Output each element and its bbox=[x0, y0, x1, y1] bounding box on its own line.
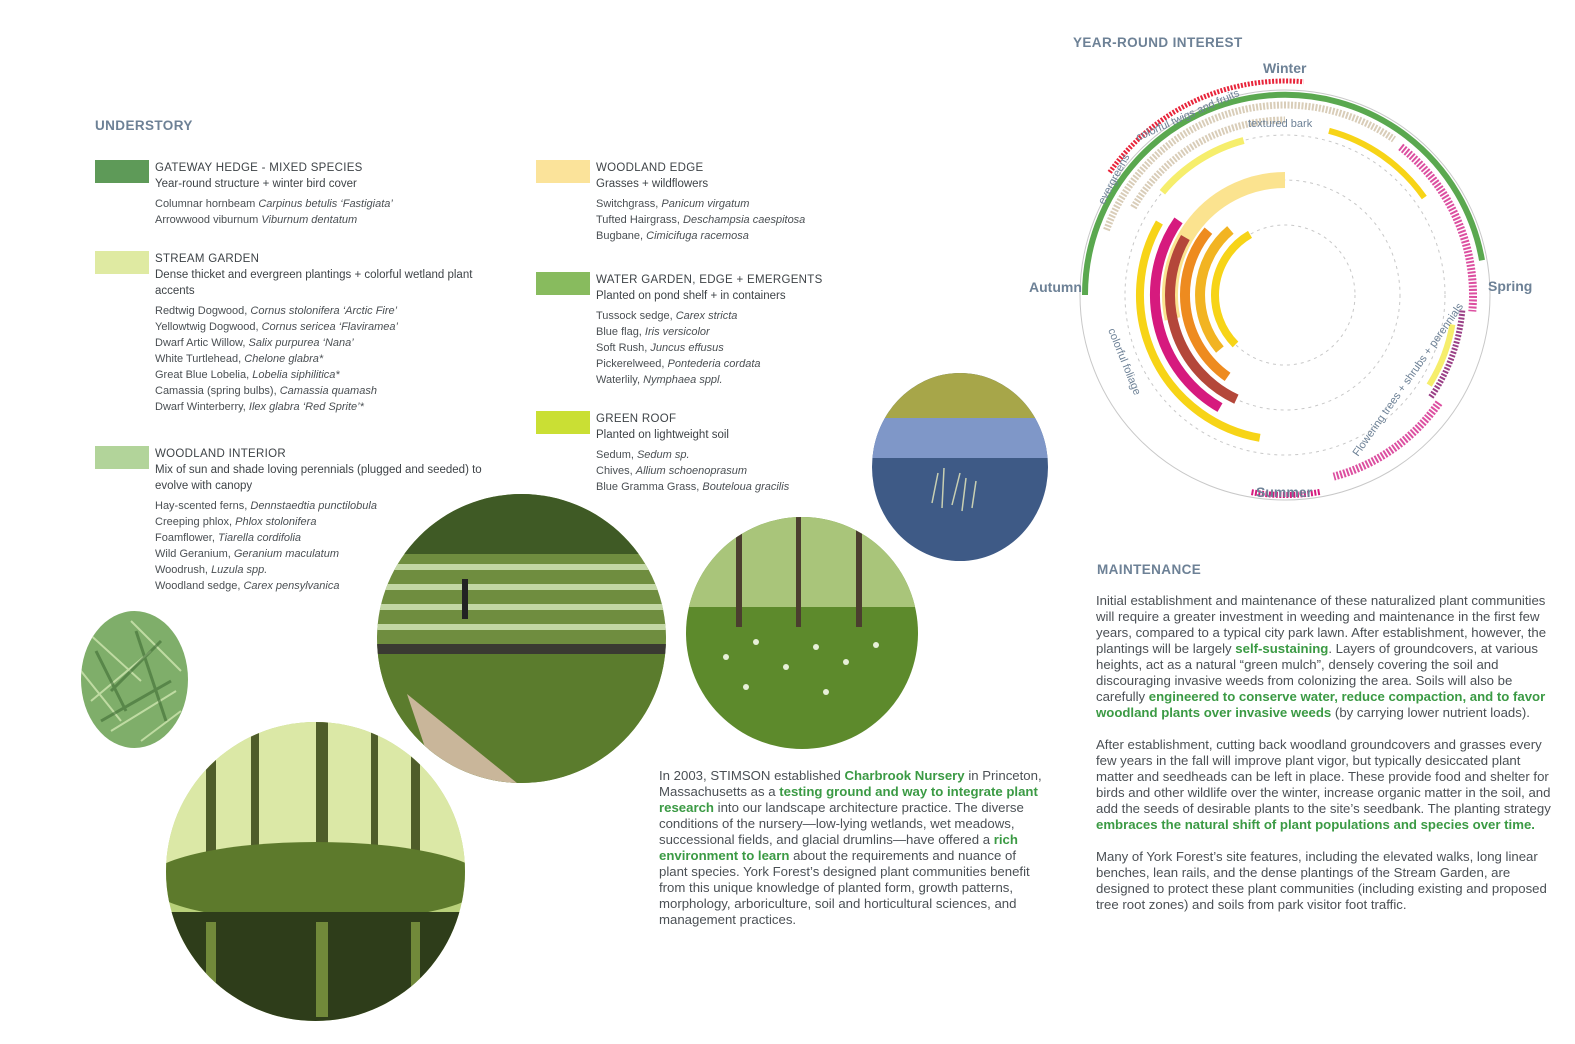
season-spring: Spring bbox=[1488, 278, 1533, 294]
intro-paragraph bbox=[659, 768, 1044, 928]
season-winter: Winter bbox=[1263, 60, 1307, 76]
highlight-text: rich environment to learn bbox=[659, 832, 1018, 863]
body-text-run: about the requirements and nuance of plant species. York Forest’s designed plant communities benefit from this unique knowledge of planted form, growth patterns, morphology, arboriculture, soil and horticultural sciences, and management practices. bbox=[659, 848, 1030, 927]
forest-pond-photo bbox=[166, 722, 465, 1021]
highlight-text: Charbrook Nursery bbox=[844, 768, 965, 783]
highlight-text: testing ground and way to integrate plant research bbox=[659, 784, 1038, 815]
species-line: Sedum, Sedum sp. bbox=[596, 449, 690, 461]
legend-swatch bbox=[536, 272, 590, 295]
legend-title: WOODLAND EDGE bbox=[596, 162, 704, 174]
legend-swatch bbox=[536, 160, 590, 183]
understory-heading: UNDERSTORY bbox=[95, 118, 193, 133]
species-line: Camassia (spring bulbs), Camassia quamash bbox=[155, 385, 377, 397]
legend-subtitle: Mix of sun and shade loving perennials (plugged and seeded) to evolve with canopy bbox=[155, 464, 482, 492]
body-text-run: In 2003, STIMSON established bbox=[659, 768, 845, 783]
year-round-interest-chart bbox=[1020, 55, 1540, 505]
species-line: Wild Geranium, Geranium maculatum bbox=[155, 548, 340, 560]
fern-photo bbox=[81, 611, 188, 748]
species-line: Great Blue Lobelia, Lobelia siphilitica* bbox=[155, 369, 340, 381]
legend-title: GATEWAY HEDGE - MIXED SPECIES bbox=[155, 162, 363, 174]
legend-subtitle: Grasses + wildflowers bbox=[596, 178, 709, 190]
species-line: Dwarf Winterberry, Ilex glabra ‘Red Sprite’* bbox=[155, 401, 364, 413]
species-line: Columnar hornbeam Carpinus betulis ‘Fastigiata’ bbox=[155, 198, 393, 210]
species-line: Arrowwood viburnum Viburnum dentatum bbox=[155, 214, 358, 226]
intro-text bbox=[659, 768, 1044, 944]
species-line: Creeping phlox, Phlox stolonifera bbox=[155, 516, 317, 528]
maintenance-paragraph-2 bbox=[1096, 737, 1556, 833]
legend-swatch bbox=[95, 160, 149, 183]
species-line: Yellowtwig Dogwood, Cornus sericea ‘Flaviramea’ bbox=[155, 321, 398, 333]
legend-swatch bbox=[536, 411, 590, 434]
legend-subtitle: Dense thicket and evergreen plantings + colorful wetland plant accents bbox=[155, 269, 473, 297]
legend-swatch bbox=[95, 251, 149, 274]
legend-subtitle: Year-round structure + winter bird cover bbox=[155, 178, 357, 190]
body-text-run: (by carrying lower nutrient loads). bbox=[1331, 705, 1530, 720]
maintenance-paragraph-3 bbox=[1096, 849, 1556, 913]
species-line: Soft Rush, Juncus effusus bbox=[596, 342, 724, 354]
species-line: Tufted Hairgrass, Deschampsia caespitosa bbox=[596, 214, 806, 226]
legend-subtitle: Planted on lightweight soil bbox=[596, 429, 729, 441]
chart-heading: YEAR-ROUND INTEREST bbox=[1073, 35, 1243, 50]
species-line: Woodrush, Luzula spp. bbox=[155, 564, 268, 576]
species-line: White Turtlehead, Chelone glabra* bbox=[155, 353, 324, 365]
legend-title: GREEN ROOF bbox=[596, 413, 677, 425]
species-line: Tussock sedge, Carex stricta bbox=[596, 310, 738, 322]
legend-subtitle: Planted on pond shelf + in containers bbox=[596, 290, 786, 302]
body-text-run: in Princeton, Massachusetts as a bbox=[659, 768, 1042, 799]
label-flowering: Flowering trees + shrubs + perennials bbox=[1350, 301, 1467, 459]
label-foliage: colorful foliage bbox=[1105, 326, 1143, 397]
label-twigs: colorful twigs and fruits bbox=[1134, 87, 1242, 144]
legend-title: STREAM GARDEN bbox=[155, 253, 260, 265]
woodland-photo bbox=[686, 517, 918, 749]
species-line: Foamflower, Tiarella cordifolia bbox=[155, 532, 302, 544]
legend-swatch bbox=[95, 446, 149, 469]
species-line: Dwarf Artic Willow, Salix purpurea ‘Nana’ bbox=[155, 337, 354, 349]
highlight-text: embraces the natural shift of plant populations and species over time. bbox=[1096, 817, 1535, 832]
body-text-run: Many of York Forest’s site features, including the elevated walks, long linear benches, lean rails, and the dense plantings of the Stream Garden, are designed to protect these plant communities (including existing and proposed tree root zones) and soils from park visitor foot traffic. bbox=[1096, 849, 1547, 912]
legend-title: WATER GARDEN, EDGE + EMERGENTS bbox=[596, 274, 823, 286]
season-autumn: Autumn bbox=[1029, 279, 1082, 295]
label-evergreens: evergreens bbox=[1096, 152, 1133, 207]
season-summer: Summer bbox=[1256, 484, 1313, 500]
body-text-run: . Layers of groundcovers, at various heights, act as a natural “green mulch”, densely covering the soil and discouraging invasive weeds from colonizing the area. Soils will also be carefully bbox=[1096, 641, 1538, 704]
species-line: Blue Gramma Grass, Bouteloua gracilis bbox=[596, 481, 790, 493]
maintenance-heading: MAINTENANCE bbox=[1097, 562, 1202, 577]
species-line: Woodland sedge, Carex pensylvanica bbox=[155, 580, 340, 592]
species-line: Redtwig Dogwood, Cornus stolonifera ‘Arctic Fire’ bbox=[155, 305, 398, 317]
body-text-run: After establishment, cutting back woodland groundcovers and grasses every few years in the fall will improve plant vigor, but typically desiccated plant matter and seedheads can be left in place. These provide food and shelter for birds and other wildlife over the winter, increase organic matter in the soil, and add the seeds of desirable plants to the site’s seedbank. The planting strategy bbox=[1096, 737, 1551, 816]
species-line: Bugbane, Cimicifuga racemosa bbox=[596, 230, 749, 242]
highlight-text: engineered to conserve water, reduce compaction, and to favor woodland plants over invasive weeds bbox=[1096, 689, 1546, 720]
species-line: Blue flag, Iris versicolor bbox=[596, 326, 710, 338]
spring-magenta-arc bbox=[1401, 147, 1473, 312]
legend-title: WOODLAND INTERIOR bbox=[155, 448, 286, 460]
highlight-text: self-sustaining bbox=[1235, 641, 1329, 656]
label-bark: textured bark bbox=[1248, 118, 1313, 130]
yellow-arc-2 bbox=[1215, 234, 1250, 344]
species-line: Waterlily, Nymphaea sppl. bbox=[596, 374, 723, 386]
green-roof-photo bbox=[377, 494, 666, 783]
species-line: Hay-scented ferns, Dennstaedtia punctilobula bbox=[155, 500, 377, 512]
body-text-run: into our landscape architecture practice. The diverse conditions of the nursery—low-lying wetlands, wet meadows, successional fields, and glacial drumlins—have offered a bbox=[659, 800, 1024, 847]
maintenance-text bbox=[1096, 593, 1556, 929]
species-line: Chives, Allium schoenoprasum bbox=[596, 465, 748, 477]
maintenance-paragraph-1 bbox=[1096, 593, 1556, 721]
species-line: Switchgrass, Panicum virgatum bbox=[596, 198, 750, 210]
species-line: Pickerelweed, Pontederia cordata bbox=[596, 358, 761, 370]
body-text-run: Initial establishment and maintenance of these naturalized plant communities will require a greater investment in weeding and maintenance in the first few years, compared to a typical city park lawn. After establishment, however, the plantings will be largely bbox=[1096, 593, 1547, 656]
